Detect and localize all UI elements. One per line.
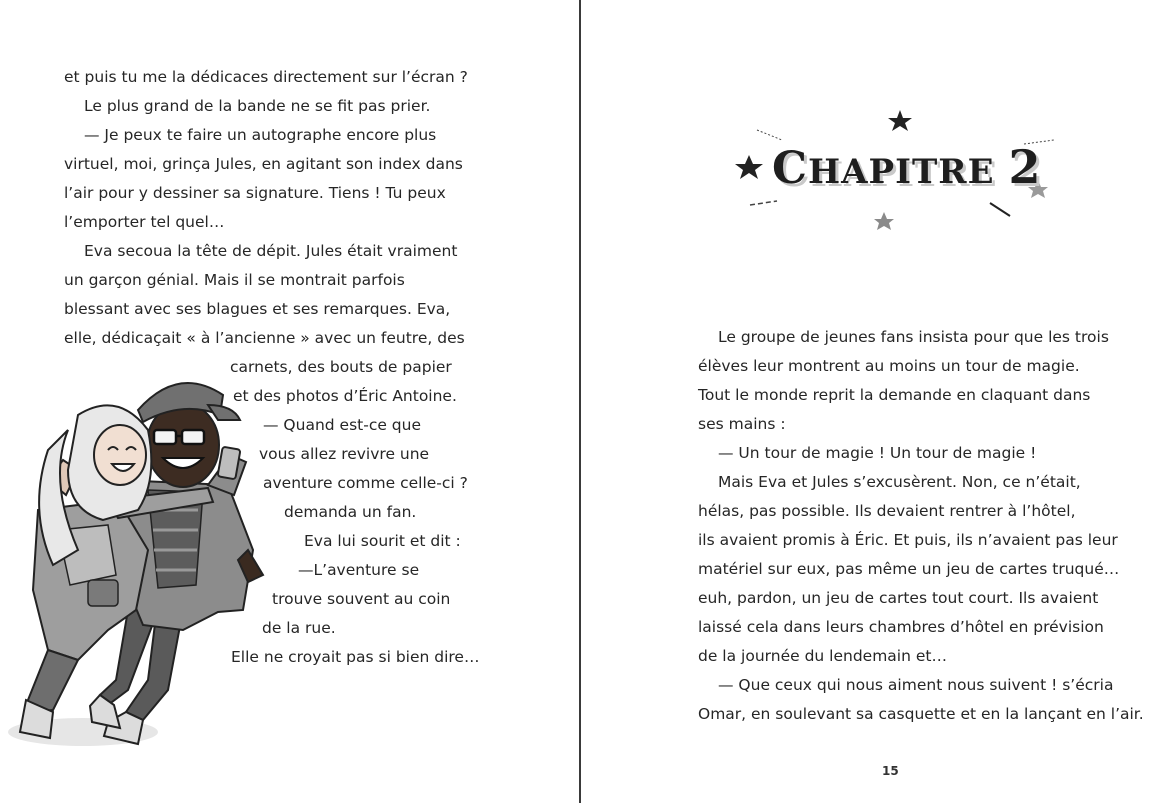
text-line: blessant avec ses blagues et ses remarques. Eva, [64, 300, 451, 318]
text-line: de la rue. [262, 619, 336, 637]
chapter-heading-initial: C [772, 143, 809, 194]
text-line: elle, dédicaçait « à l’ancienne » avec un feutre, des [64, 329, 465, 347]
text-line: — Quand est-ce que [263, 416, 422, 434]
text-line: hélas, pas possible. Ils devaient rentrer à l’hôtel, [698, 502, 1076, 520]
text-line: Omar, en soulevant sa casquette et en la lançant en l’air. [698, 705, 1144, 723]
text-line: élèves leur montrent au moins un tour de magie. [698, 357, 1080, 375]
text-line: l’emporter tel quel… [64, 213, 225, 231]
text-line: ses mains : [698, 415, 786, 433]
text-line: aventure comme celle-ci ? [263, 474, 468, 492]
text-line: Le groupe de jeunes fans insista pour que les trois [718, 328, 1109, 346]
text-line: l’air pour y dessiner sa signature. Tiens ! Tu peux [64, 184, 446, 202]
chapter-heading-word: HAPITRE [808, 152, 995, 192]
text-line: Elle ne croyait pas si bien dire… [231, 648, 480, 666]
text-line: un garçon génial. Mais il se montrait parfois [64, 271, 405, 289]
chapter-number: 2 [1008, 140, 1042, 194]
chapter-heading [772, 140, 1042, 194]
text-line: — Un tour de magie ! Un tour de magie ! [718, 444, 1037, 462]
text-line: demanda un fan. [284, 503, 417, 521]
text-line: virtuel, moi, grinça Jules, en agitant son index dans [64, 155, 463, 173]
text-line: ils avaient promis à Éric. Et puis, ils n’avaient pas leur [698, 531, 1118, 549]
text-line: Tout le monde reprit la demande en claquant dans [698, 386, 1091, 404]
text-line: Eva lui sourit et dit : [304, 532, 461, 550]
text-line: laissé cela dans leurs chambres d’hôtel en prévision [698, 618, 1104, 636]
text-line: carnets, des bouts de papier [230, 358, 452, 376]
text-line: matériel sur eux, pas même un jeu de cartes truqué… [698, 560, 1120, 578]
text-line: et des photos d’Éric Antoine. [233, 387, 457, 405]
text-line: Le plus grand de la bande ne se fit pas prier. [84, 97, 431, 115]
text-line: Mais Eva et Jules s’excusèrent. Non, ce n’était, [718, 473, 1081, 491]
left-page [0, 0, 580, 803]
text-line: Eva secoua la tête de dépit. Jules était vraiment [84, 242, 458, 260]
text-line: — Que ceux qui nous aiment nous suivent ! s’écria [718, 676, 1114, 694]
text-line: et puis tu me la dédicaces directement sur l’écran ? [64, 68, 468, 86]
text-line: — Je peux te faire un autographe encore plus [84, 126, 437, 144]
right-page [582, 0, 1170, 803]
page-number: 15 [882, 764, 899, 778]
text-line: —L’aventure se [298, 561, 420, 579]
text-line: trouve souvent au coin [272, 590, 451, 608]
text-line: euh, pardon, un jeu de cartes tout court. Ils avaient [698, 589, 1099, 607]
kids-selfie-illustration [8, 360, 268, 760]
text-line: vous allez revivre une [259, 445, 430, 463]
text-line: de la journée du lendemain et… [698, 647, 947, 665]
